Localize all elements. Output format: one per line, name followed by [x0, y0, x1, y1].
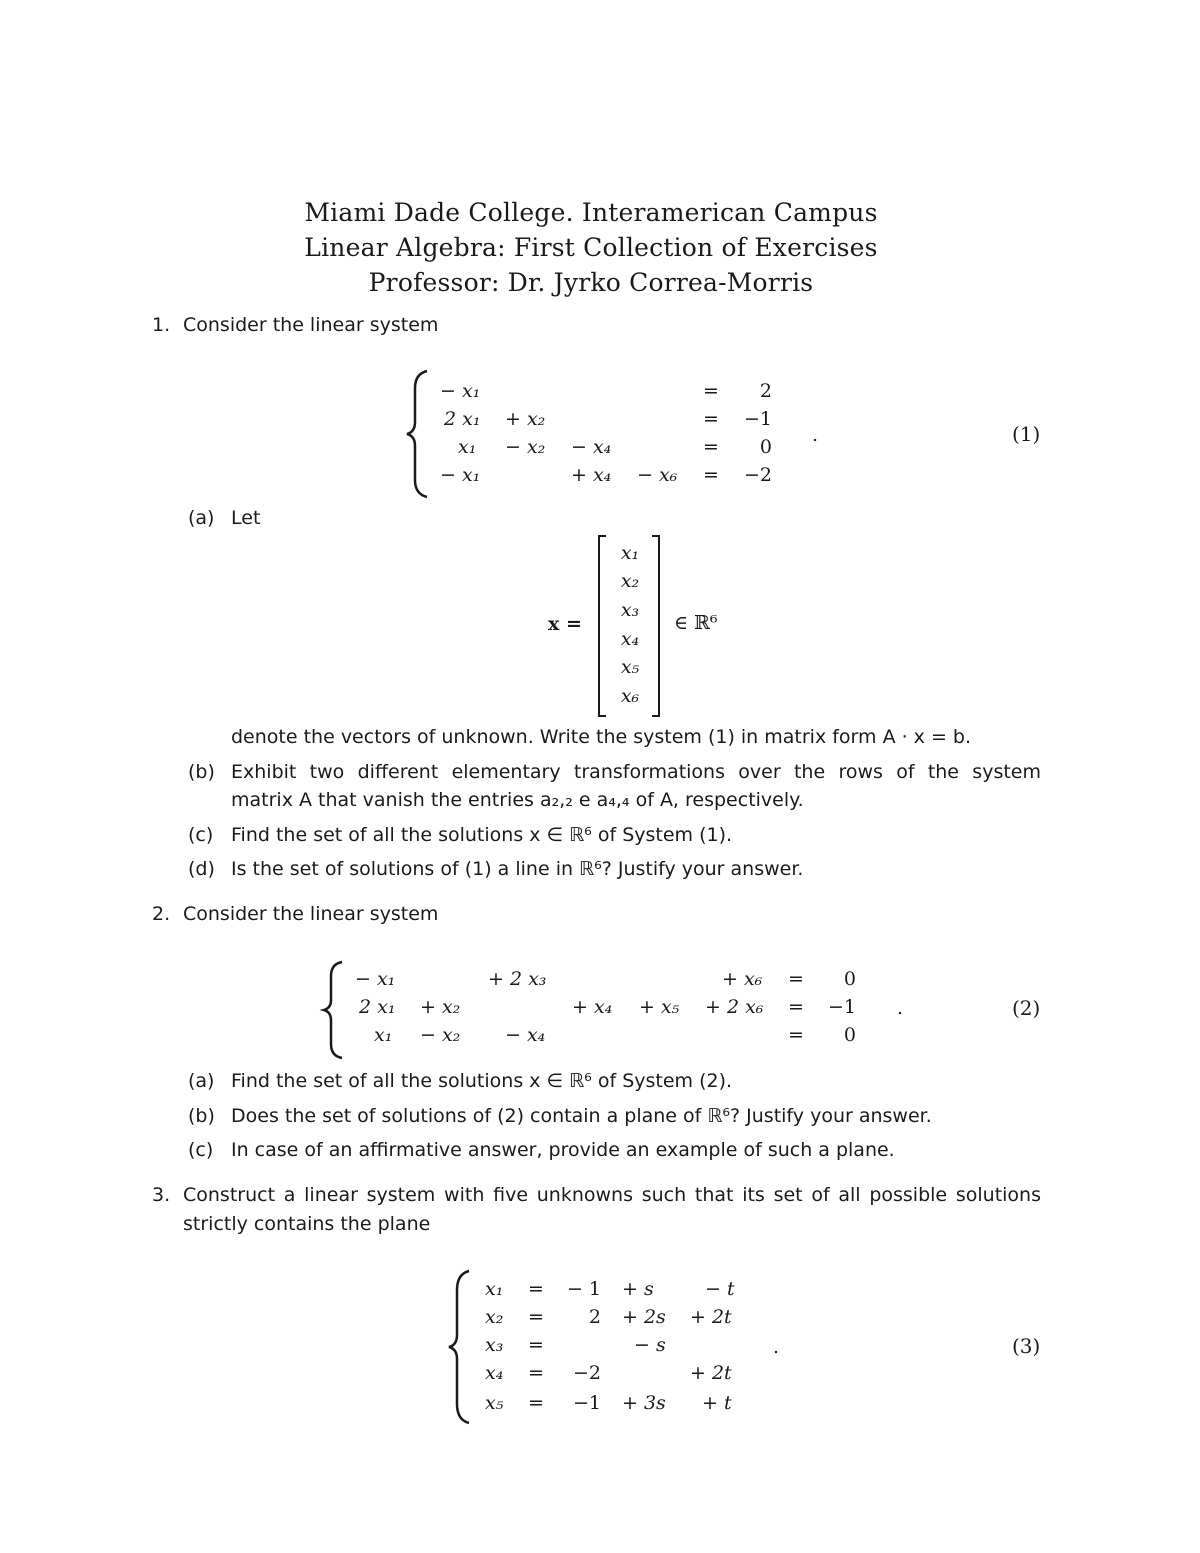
s1-r3-rhs: 0 — [759, 436, 772, 458]
p1-d-label: (d) — [188, 858, 215, 880]
s3-r3-lhs: x₃ — [485, 1334, 504, 1356]
p2-b-label: (b) — [188, 1105, 215, 1127]
s1-r4-c4: − x₆ — [637, 464, 678, 486]
s2-r2-c6: + 2 x₆ — [705, 996, 764, 1018]
p1-a-text2: denote the vectors of unknown. Write the system (1) in matrix form A · x = b. — [231, 726, 972, 748]
course-title: Linear Algebra: First Collection of Exercises — [304, 233, 878, 262]
s2-r3-c2: − x₂ — [420, 1024, 461, 1046]
s3-r4-eq: = — [528, 1362, 544, 1384]
equation-number-1: (1) — [1012, 422, 1041, 446]
s1-r2-c1: 2 x₁ — [444, 408, 481, 430]
s1-dot: . — [812, 424, 819, 446]
s3-r1-cs: + s — [622, 1278, 654, 1300]
s2-r1-rhs: 0 — [843, 968, 856, 990]
s3-r5-c0: −1 — [572, 1392, 601, 1414]
p1-b-text2: matrix A that vanish the entries a₂,₂ e a₄,₄ of A, respectively. — [231, 789, 804, 811]
vector-entry-3: x₃ — [620, 599, 640, 621]
s2-r2-c5: + x₅ — [639, 996, 680, 1018]
s2-r2-c2: + x₂ — [420, 996, 461, 1018]
vector-entry-6: x₆ — [620, 685, 640, 707]
s1-r4-c3: + x₄ — [571, 464, 612, 486]
s3-r2-lhs: x₂ — [485, 1306, 504, 1328]
s1-r1-rhs: 2 — [759, 380, 772, 402]
s1-r4-rhs: −2 — [743, 464, 772, 486]
p1-b-text1: Exhibit two different elementary transformations over the rows of the system — [231, 761, 1041, 783]
system-3-brace — [447, 1270, 473, 1424]
problem-2-number: 2. — [152, 903, 171, 925]
vector-space: ∈ ℝ⁶ — [674, 612, 718, 634]
vector-entry-1: x₁ — [620, 542, 640, 564]
problem-3-text2: strictly contains the plane — [183, 1213, 431, 1235]
s3-r2-ct: + 2t — [690, 1306, 732, 1328]
s2-r3-rhs: 0 — [843, 1024, 856, 1046]
p2-b-text: Does the set of solutions of (2) contain a plane of ℝ⁶? Justify your answer. — [231, 1105, 932, 1127]
s2-r3-c3: − x₄ — [505, 1024, 546, 1046]
s3-r4-lhs: x₄ — [485, 1362, 504, 1384]
s3-r5-ct: + t — [702, 1392, 732, 1414]
s2-r2-c1: 2 x₁ — [359, 996, 396, 1018]
s2-r3-eq: = — [788, 1024, 804, 1046]
problem-3-number: 3. — [152, 1184, 171, 1206]
system-1-brace — [405, 370, 431, 498]
problem-2-intro: Consider the linear system — [183, 903, 439, 925]
vector-left-bracket — [598, 535, 606, 717]
problem-1-number: 1. — [152, 314, 171, 336]
vector-right-bracket — [652, 535, 660, 717]
s2-r1-eq: = — [788, 968, 804, 990]
s3-r4-ct: + 2t — [690, 1362, 732, 1384]
s1-r3-c3: − x₄ — [571, 436, 612, 458]
s1-r4-c1: − x₁ — [440, 464, 481, 486]
vector-name: x = — [548, 613, 582, 635]
s3-r3-eq: = — [528, 1334, 544, 1356]
equation-number-3: (3) — [1012, 1334, 1041, 1358]
s2-r1-c6: + x₆ — [722, 968, 763, 990]
s3-r1-c0: − 1 — [566, 1278, 601, 1300]
s1-r2-rhs: −1 — [743, 408, 772, 430]
s2-r2-c4: + x₄ — [572, 996, 613, 1018]
vector-entry-4: x₄ — [620, 628, 640, 650]
s3-r2-eq: = — [528, 1306, 544, 1328]
s3-r2-c0: 2 — [588, 1306, 601, 1328]
s3-r2-cs: + 2s — [622, 1306, 666, 1328]
s1-r3-c2: − x₂ — [505, 436, 546, 458]
s1-r2-eq: = — [703, 408, 719, 430]
s3-r5-eq: = — [528, 1392, 544, 1414]
system-2-brace — [322, 961, 346, 1059]
p1-a-text: Let — [231, 507, 261, 529]
s2-r1-c1: − x₁ — [355, 968, 396, 990]
s2-dot: . — [897, 997, 904, 1019]
s3-r1-eq: = — [528, 1278, 544, 1300]
s1-r4-eq: = — [703, 464, 719, 486]
problem-3-text1: Construct a linear system with five unknowns such that its set of all possible solutions — [183, 1184, 1041, 1206]
s3-r5-lhs: x₅ — [485, 1392, 504, 1414]
p1-d-text: Is the set of solutions of (1) a line in ℝ⁶? Justify your answer. — [231, 858, 804, 880]
doc-title: Miami Dade College. Interamerican Campus — [304, 198, 878, 227]
p2-c-text: In case of an affirmative answer, provide an example of such a plane. — [231, 1139, 895, 1161]
s2-r2-rhs: −1 — [827, 996, 856, 1018]
s2-r2-eq: = — [788, 996, 804, 1018]
s3-r3-cs: − s — [634, 1334, 666, 1356]
s2-r1-c3: + 2 x₃ — [488, 968, 547, 990]
s3-r1-lhs: x₁ — [485, 1278, 504, 1300]
p1-c-label: (c) — [188, 824, 214, 846]
problem-1-intro: Consider the linear system — [183, 314, 439, 336]
p2-c-label: (c) — [188, 1139, 214, 1161]
professor-line: Professor: Dr. Jyrko Correa-Morris — [368, 268, 814, 297]
p2-a-label: (a) — [188, 1070, 215, 1092]
s1-r1-eq: = — [703, 380, 719, 402]
s3-r1-ct: − t — [705, 1278, 735, 1300]
p1-b-label: (b) — [188, 761, 215, 783]
s1-r3-c1: x₁ — [458, 436, 477, 458]
vector-entry-5: x₅ — [620, 656, 640, 678]
vector-entry-2: x₂ — [620, 570, 640, 592]
p1-a-label: (a) — [188, 507, 215, 529]
p2-a-text: Find the set of all the solutions x ∈ ℝ⁶ of System (2). — [231, 1070, 733, 1092]
s3-r4-c0: −2 — [572, 1362, 601, 1384]
s2-r3-c1: x₁ — [374, 1024, 393, 1046]
s3-dot: . — [773, 1336, 780, 1358]
s3-r5-cs: + 3s — [622, 1392, 666, 1414]
s1-r1-c1: − x₁ — [440, 380, 481, 402]
equation-number-2: (2) — [1012, 996, 1041, 1020]
p1-c-text: Find the set of all the solutions x ∈ ℝ⁶ of System (1). — [231, 824, 733, 846]
s1-r2-c2: + x₂ — [505, 408, 546, 430]
s1-r3-eq: = — [703, 436, 719, 458]
